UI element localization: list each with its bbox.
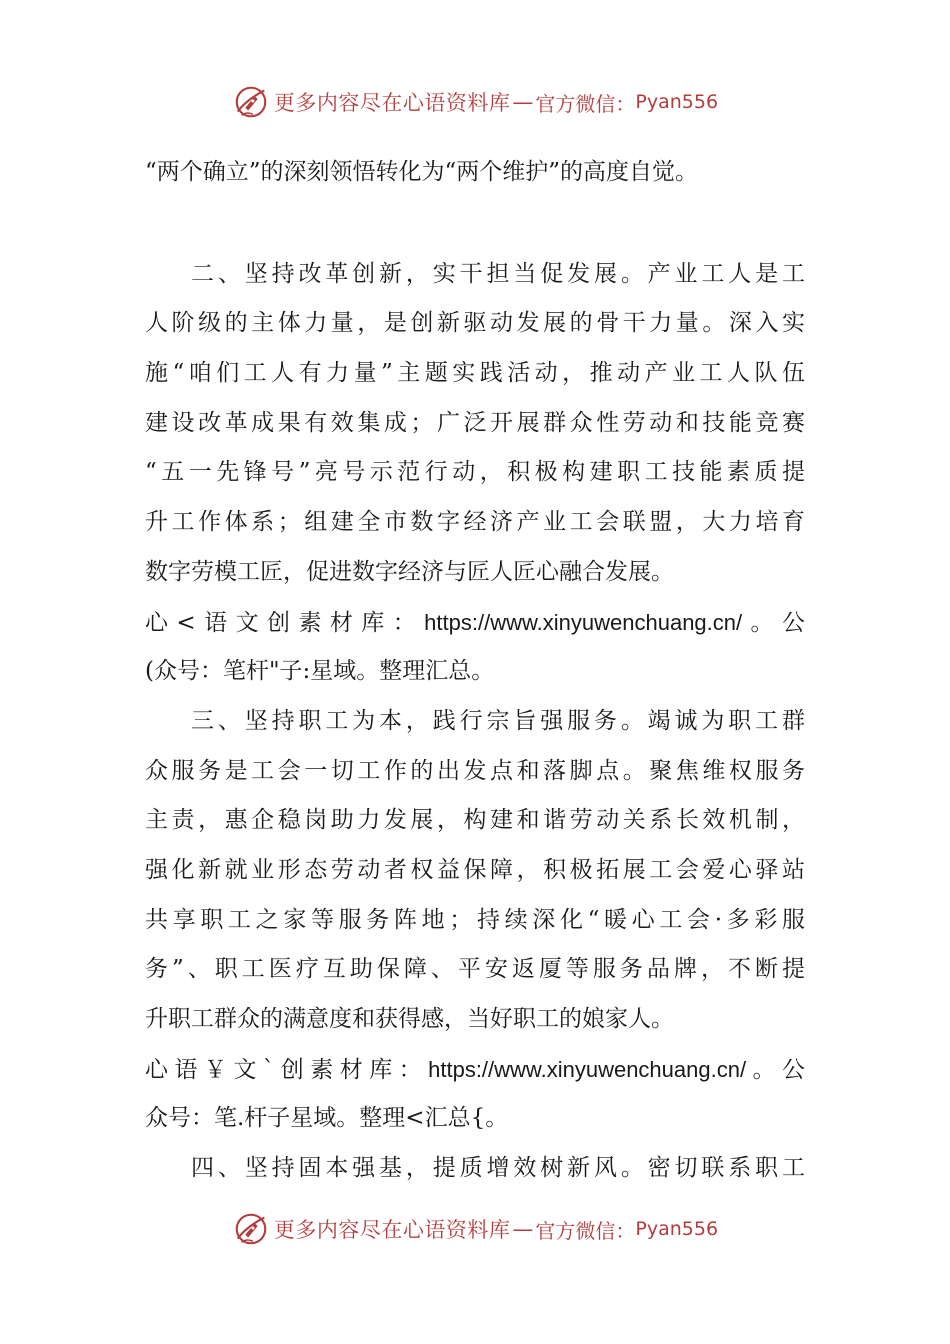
text-line: 升职工群众的满意度和获得感，当好职工的娘家人。 xyxy=(145,1006,674,1032)
note-prefix: 心<语文创素材库： xyxy=(145,609,425,636)
note-suffix: 。公 xyxy=(746,1056,806,1083)
paragraph-reform xyxy=(145,250,805,598)
paragraph-foundation xyxy=(145,1144,805,1194)
pen-nib-logo-icon xyxy=(232,83,270,121)
note-line xyxy=(145,598,805,648)
note-suffix: 。公 xyxy=(742,609,805,636)
source-url: https://www.xinyuwenchuang.cn/ xyxy=(424,609,743,635)
note-line: (众号：笔杆"子:星域。整理汇总。 xyxy=(145,658,495,685)
text-line: 人阶级的主体力量，是创新驱动发展的骨干力量。深入实 xyxy=(145,310,805,337)
text-line: 三、坚持职工为本，践行宗旨强服务。竭诚为职工群 xyxy=(191,707,805,734)
document-body xyxy=(145,148,805,1194)
source-url: https://www.xinyuwenchuang.cn/ xyxy=(428,1056,747,1082)
text-line: 务”、职工医疗互助保障、平安返厦等服务品牌，不断提 xyxy=(145,956,805,983)
brand-text: 更多内容尽在心语资料库 xyxy=(273,1218,511,1242)
text-line: 数字劳模工匠，促进数字经济与匠人匠心融合发展。 xyxy=(145,558,674,585)
brand-text: 更多内容尽在心语资料库 xyxy=(273,91,511,115)
note-line: 众号：笔.杆子星域。整理<汇总{。 xyxy=(145,1105,509,1132)
pen-nib-logo-icon xyxy=(232,1210,270,1248)
header-banner xyxy=(0,80,950,124)
paragraph-gap xyxy=(145,198,805,250)
wechat-label: 官方微信： xyxy=(535,91,636,116)
wechat-id: Pyan556 xyxy=(635,91,719,113)
text-line: 众服务是工会一切工作的出发点和落脚点。聚焦维权服务 xyxy=(145,757,805,784)
paragraph-service xyxy=(145,697,805,1045)
text-line: 强化新就业形态劳动者权益保障，积极拓展工会爱心驿站 xyxy=(145,856,805,883)
text-line: 施“咱们工人有力量”主题实践活动，推动产业工人队伍 xyxy=(145,360,805,387)
text-line: “两个确立”的深刻领悟转化为“两个维护”的高度自觉。 xyxy=(145,159,699,185)
wechat-label: 官方微信： xyxy=(535,1218,636,1243)
text-line: 升工作体系；组建全市数字经济产业工会联盟，大力培育 xyxy=(145,509,805,536)
note-line xyxy=(145,1045,805,1095)
wechat-id: Pyan556 xyxy=(635,1218,719,1240)
text-line: 四、坚持固本强基，提质增效树新风。密切联系职工 xyxy=(191,1155,805,1182)
text-line: 建设改革成果有效集成；广泛开展群众性劳动和技能竞赛 xyxy=(145,409,805,436)
watermark-note-1 xyxy=(145,598,805,697)
brand-dash: — xyxy=(512,90,534,114)
text-line: “五一先锋号”亮号示范行动，积极构建职工技能素质提 xyxy=(145,459,805,486)
note-prefix: 心语￥文`创素材库： xyxy=(145,1056,429,1083)
text-line: 共享职工之家等服务阵地；持续深化“暖心工会·多彩服 xyxy=(145,906,805,933)
watermark-note-2 xyxy=(145,1045,805,1144)
brand-dash: — xyxy=(512,1217,534,1241)
text-line: 二、坚持改革创新，实干担当促发展。产业工人是工 xyxy=(191,260,805,287)
footer-banner xyxy=(0,1207,950,1251)
text-line: 主责，惠企稳岗助力发展，构建和谐劳动关系长效机制， xyxy=(145,807,805,834)
